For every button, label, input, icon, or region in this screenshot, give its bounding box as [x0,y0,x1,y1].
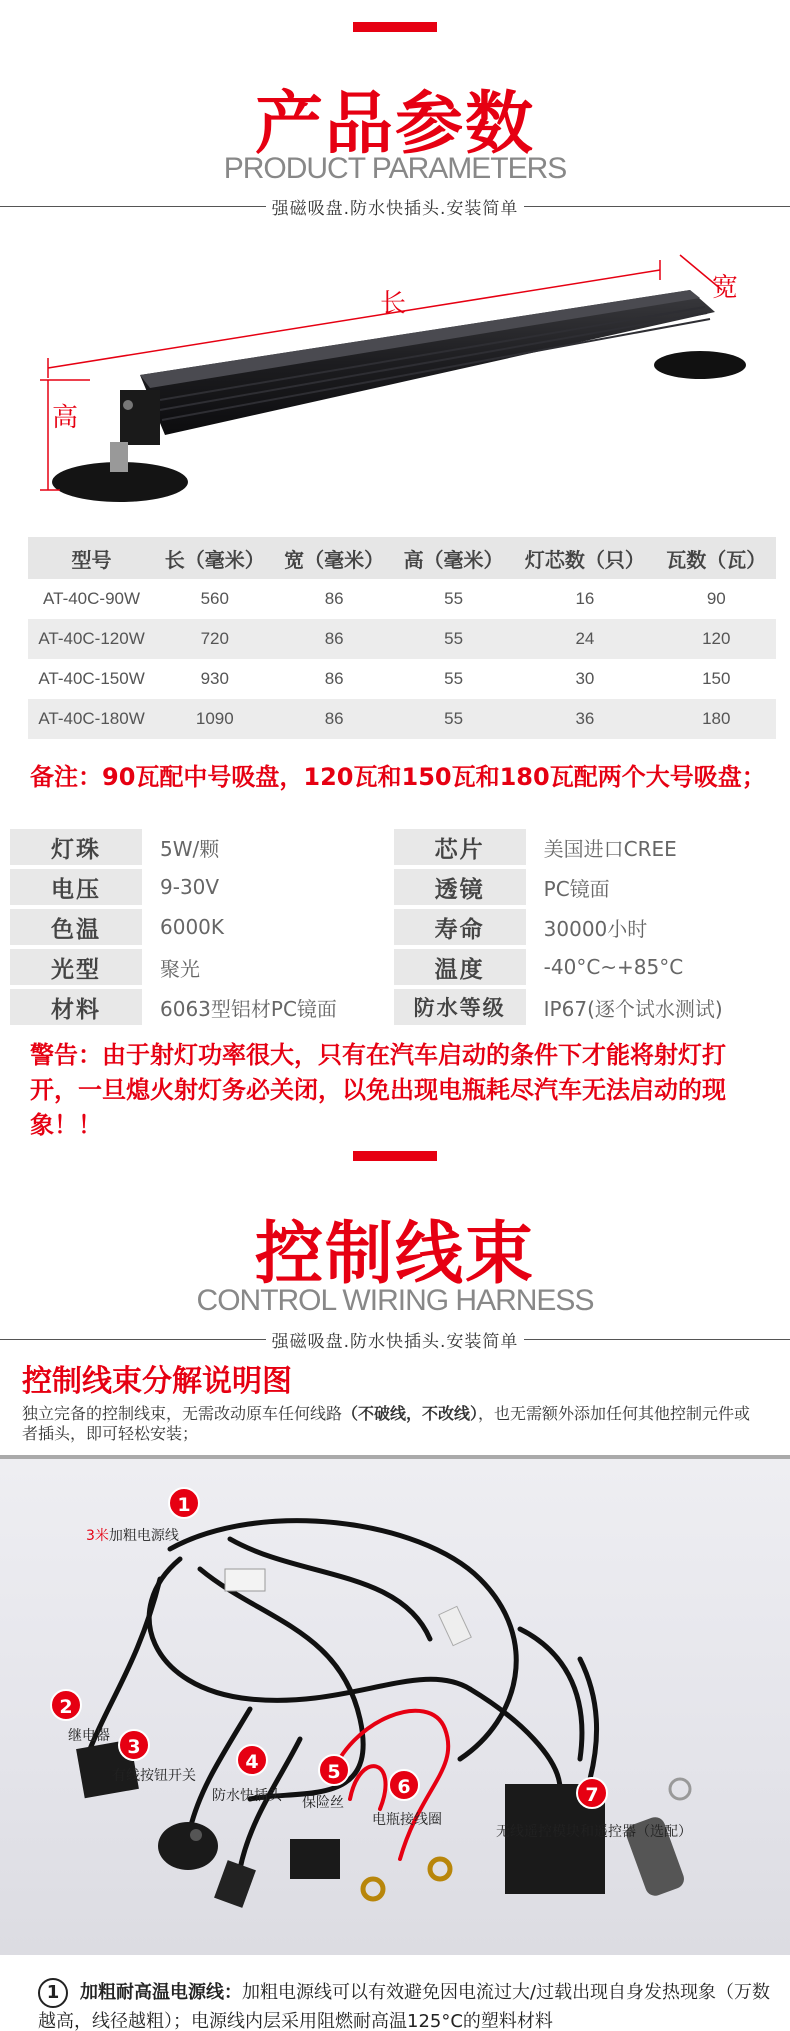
part-badge-6: 6 [388,1769,420,1801]
terminal-ring [363,1879,383,1899]
waterproof-plug-shape [214,1860,256,1908]
col-height: 高（毫米） [394,537,513,579]
attr-row [10,869,780,905]
attr-key: 电压 [10,869,142,905]
cell-length: 720 [155,619,274,659]
breakdown-title: 控制线束分解说明图 [22,1364,292,1399]
cell-led-count: 30 [575,669,595,688]
col-length: 长（毫米） [155,537,274,579]
cell-led-count: 16 [575,589,595,608]
attr-value: 9-30V [160,875,220,899]
tagline-text: 强磁吸盘.防水快插头.安装简单 [266,199,525,219]
attr-row [10,829,780,865]
tagline [0,194,790,219]
col-model: 型号 [28,537,155,579]
cell-height: 55 [444,669,464,688]
suction-cup-note: 备注：90瓦配中号吸盘，120瓦和150瓦和180瓦配两个大号吸盘； [30,763,766,791]
cell-model: AT-40C-150W [38,669,145,688]
cell-length: 560 [200,589,229,608]
part-badge-2: 2 [50,1689,82,1721]
attr-value: PC镜面 [543,876,610,901]
page-subtitle-en: PRODUCT PARAMETERS [223,152,567,185]
description-number-badge: 1 [38,1978,68,2008]
height-label: 高 [52,403,79,433]
part-label-wireless-module: 无线遥控模块和遥控器（选配） [496,1824,692,1840]
cell-model: AT-40C-120W [28,619,155,659]
tagline [0,1327,790,1352]
attr-value: 聚光 [160,956,200,981]
section-subtitle-en: CONTROL WIRING HARNESS [196,1284,594,1317]
attr-key: 材料 [10,989,142,1025]
tagline-text: 强磁吸盘.防水快插头.安装简单 [266,1332,525,1352]
attr-value: -40°C~+85°C [543,955,684,979]
desc-emphasis: （不破线，不改线） [342,1404,479,1423]
col-wattage: 瓦数（瓦） [657,537,776,579]
switch-shape [158,1822,218,1870]
cell-width: 86 [324,589,344,608]
part-label-switch: 有线按钮开关 [112,1768,196,1784]
part-description [38,1978,778,2031]
col-width: 宽（毫米） [274,537,393,579]
attr-key: 灯珠 [10,829,142,865]
attr-row [10,909,780,945]
length-label: 长 [380,289,407,319]
spec-table-header [28,537,776,579]
attribute-grid [10,825,780,1029]
attr-value: 6000K [160,915,225,939]
light-bar-illustration [0,230,790,510]
table-row [28,659,776,699]
cell-wattage: 150 [702,669,731,688]
terminal-ring [430,1859,450,1879]
attr-value: IP67(逐个试水测试) [543,996,723,1021]
part-label-power-cable [86,1525,179,1545]
cell-model: AT-40C-90W [43,589,141,608]
desc-part: ，也无需额外添加任何其他控制元件或者插头，即可轻松安装； [22,1404,751,1443]
magnet-base-right [654,351,746,379]
part-label-battery-ring: 电瓶接线圈 [372,1812,442,1828]
part-badge-3: 3 [118,1729,150,1761]
attr-key: 光型 [10,949,142,985]
cell-height: 55 [394,619,513,659]
attr-value: 30000小时 [543,916,648,941]
col-led-count: 灯芯数（只） [513,537,656,579]
cell-wattage: 120 [657,619,776,659]
cell-led-count: 36 [513,699,656,739]
table-row [28,579,776,619]
attr-key: 寿命 [394,909,526,945]
section-accent-bar [353,1151,437,1161]
cell-width: 86 [324,669,344,688]
description-text: 加粗电源线可以有效避免因电流过大/过载出现自身发热现象（万数越高，线径越粗）；电源线内层采用阻燃耐高温125°C的塑料材料 [38,1982,771,2031]
section-title: 控制线束 [254,1215,535,1294]
fuse-shape [290,1839,340,1879]
cell-led-count: 24 [513,619,656,659]
attr-key: 透镜 [394,869,526,905]
cell-wattage: 180 [657,699,776,739]
attr-value: 6063型铝材PC镜面 [160,996,337,1021]
part-label-fuse: 保险丝 [302,1795,344,1811]
description-heading: 加粗耐高温电源线： [80,1982,242,2003]
attr-row [10,949,780,985]
wiring-harness-photo [0,1455,790,1955]
attr-key: 温度 [394,949,526,985]
part-label-text: 加粗电源线 [108,1528,179,1544]
width-label: 宽 [712,273,739,303]
cell-model: AT-40C-180W [28,699,155,739]
cell-wattage: 90 [706,589,726,608]
attr-key: 色温 [10,909,142,945]
table-row [28,699,776,739]
desc-part: 独立完备的控制线束，无需改动原车任何线路 [22,1404,343,1423]
part-badge-1: 1 [168,1487,200,1519]
part-label-length: 3米 [86,1528,109,1544]
page-title: 产品参数 [254,85,535,164]
cell-length: 1090 [155,699,274,739]
cell-height: 55 [444,589,464,608]
part-badge-5: 5 [318,1754,350,1786]
cell-length: 930 [200,669,229,688]
part-label-relay: 继电器 [68,1728,110,1744]
attr-key: 防水等级 [394,989,526,1025]
attr-key: 芯片 [394,829,526,865]
cell-width: 86 [274,699,393,739]
warning-text: 警告：由于射灯功率很大，只有在汽车启动的条件下才能将射灯打开，一旦熄火射灯务必关闭，以免出现电瓶耗尽汽车无法启动的现象！！ [30,1041,726,1139]
cell-width: 86 [274,619,393,659]
attr-value: 美国进口CREE [543,836,677,861]
spec-table [28,537,776,739]
cell-height: 55 [394,699,513,739]
part-badge-7: 7 [576,1777,608,1809]
attr-value: 5W/颗 [160,836,220,861]
part-label-waterproof-plug: 防水快插头 [212,1788,282,1804]
breakdown-description [22,1404,762,1444]
attr-row [10,989,780,1025]
table-row [28,619,776,659]
part-badge-4: 4 [236,1744,268,1776]
section-accent-bar [353,22,437,32]
